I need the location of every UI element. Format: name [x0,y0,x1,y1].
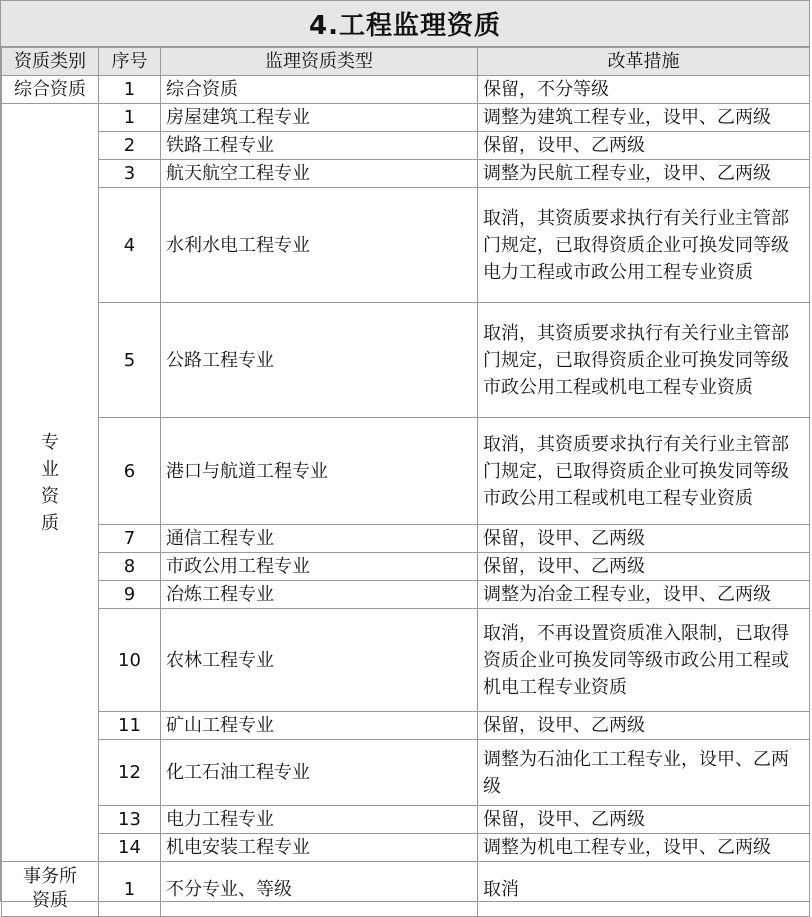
qualification-table [1,47,810,917]
table-row [2,303,810,418]
reform-measure: 取消，其资质要求执行有关行业主管部门规定，已取得资质企业可换发同等级市政公用工程或机电工程专业资质 [478,303,810,418]
reform-measure: 调整为机电工程专业，设甲、乙两级 [478,834,810,862]
row-number: 11 [99,712,161,740]
reform-measure: 保留，设甲、乙两级 [478,806,810,834]
category-office-label: 事务所资质 [23,865,77,911]
reform-measure: 取消 [478,862,810,917]
qualification-type: 港口与航道工程专业 [161,418,478,525]
row-number: 1 [99,862,161,917]
table-row [2,188,810,303]
qualification-type: 冶炼工程专业 [161,581,478,609]
qualification-type: 房屋建筑工程专业 [161,104,478,132]
reform-measure: 保留，设甲、乙两级 [478,525,810,553]
reform-measure: 调整为建筑工程专业，设甲、乙两级 [478,104,810,132]
row-number: 12 [99,740,161,806]
category-office [2,862,99,917]
reform-measure: 保留，设甲、乙两级 [478,553,810,581]
row-number: 4 [99,188,161,303]
row-number: 8 [99,553,161,581]
reform-measure: 取消，不再设置资质准入限制，已取得资质企业可换发同等级市政公用工程或机电工程专业资质 [478,609,810,712]
qualification-type: 公路工程专业 [161,303,478,418]
table-row [2,806,810,834]
row-number: 13 [99,806,161,834]
header-type: 监理资质类型 [161,48,478,76]
header-row [2,48,810,76]
qualification-type: 航天航空工程专业 [161,160,478,188]
category-professional [2,104,99,862]
row-number: 1 [99,76,161,104]
qualification-type: 铁路工程专业 [161,132,478,160]
qualification-type: 水利水电工程专业 [161,188,478,303]
table-title: 4.工程监理资质 [1,1,809,47]
table-row [2,712,810,740]
reform-measure: 调整为石油化工工程专业，设甲、乙两级 [478,740,810,806]
table-row [2,609,810,712]
category-professional-label: 专业资质 [41,431,59,534]
reform-measure: 调整为冶金工程专业，设甲、乙两级 [478,581,810,609]
table-row [2,740,810,806]
qualification-type: 通信工程专业 [161,525,478,553]
qualification-type: 化工石油工程专业 [161,740,478,806]
table-row [2,418,810,525]
table-row [2,553,810,581]
table-row [2,834,810,862]
category-comprehensive: 综合资质 [2,76,99,104]
row-number: 9 [99,581,161,609]
table-row [2,76,810,104]
reform-measure: 取消，其资质要求执行有关行业主管部门规定，已取得资质企业可换发同等级市政公用工程或机电工程专业资质 [478,418,810,525]
row-number: 1 [99,104,161,132]
reform-measure: 调整为民航工程专业，设甲、乙两级 [478,160,810,188]
table-row [2,525,810,553]
table-row [2,160,810,188]
row-number: 14 [99,834,161,862]
table-row [2,132,810,160]
table-row [2,581,810,609]
qualification-type: 不分专业、等级 [161,862,478,917]
reform-measure: 保留，不分等级 [478,76,810,104]
reform-measure: 取消，其资质要求执行有关行业主管部门规定，已取得资质企业可换发同等级电力工程或市政公用工程专业资质 [478,188,810,303]
qualification-type: 市政公用工程专业 [161,553,478,581]
row-number: 2 [99,132,161,160]
row-number: 6 [99,418,161,525]
reform-measure: 保留，设甲、乙两级 [478,712,810,740]
header-number: 序号 [99,48,161,76]
reform-measure: 保留，设甲、乙两级 [478,132,810,160]
qualification-type: 矿山工程专业 [161,712,478,740]
qualification-type: 机电安装工程专业 [161,834,478,862]
row-number: 3 [99,160,161,188]
row-number: 10 [99,609,161,712]
row-number: 7 [99,525,161,553]
qualification-type: 电力工程专业 [161,806,478,834]
table-row [2,104,810,132]
qualification-type: 综合资质 [161,76,478,104]
table-row [2,862,810,917]
row-number: 5 [99,303,161,418]
qualification-type: 农林工程专业 [161,609,478,712]
header-category: 资质类别 [2,48,99,76]
header-measure: 改革措施 [478,48,810,76]
